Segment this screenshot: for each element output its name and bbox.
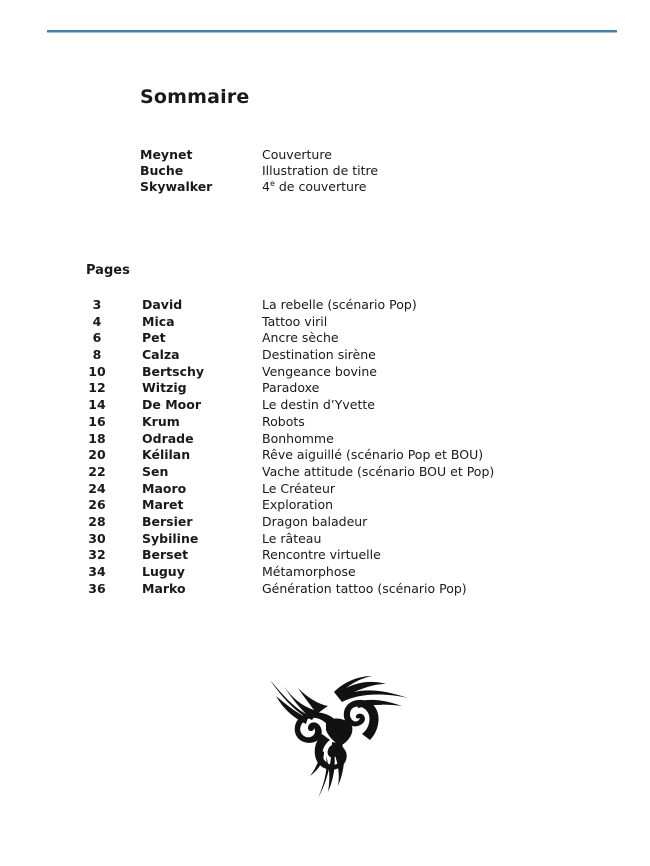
toc-page-number: 10 xyxy=(88,363,106,379)
toc-page-number: 18 xyxy=(88,430,106,446)
toc-author: Calza xyxy=(142,347,180,363)
toc-work-title: Rencontre virtuelle xyxy=(262,547,381,563)
toc-row xyxy=(82,547,494,564)
toc-page-number: 6 xyxy=(92,330,102,346)
toc-row xyxy=(82,447,494,464)
toc-row xyxy=(82,481,494,498)
toc-row xyxy=(82,497,494,514)
credit-name: Meynet xyxy=(140,147,193,162)
toc-page-number: 20 xyxy=(88,447,106,463)
toc-author: Kélilan xyxy=(142,447,191,463)
toc-row xyxy=(82,314,494,331)
toc-author: Odrade xyxy=(142,430,194,446)
toc-author: Berset xyxy=(142,547,189,563)
toc-author: Sybiline xyxy=(142,530,199,546)
credit-role-ordinal: 4 xyxy=(262,179,270,194)
credit-name: Skywalker xyxy=(140,179,213,194)
toc-page-number: 22 xyxy=(88,463,106,479)
toc-page-number: 36 xyxy=(88,580,106,596)
toc-row xyxy=(82,581,494,598)
toc-page-number: 8 xyxy=(92,347,102,363)
toc-page-number: 28 xyxy=(88,513,106,529)
credits-list xyxy=(140,147,378,195)
toc-author: Marko xyxy=(142,580,186,596)
toc-author: Bersier xyxy=(142,513,193,529)
toc-author: Witzig xyxy=(142,380,187,396)
toc-work-title: La rebelle (scénario Pop) xyxy=(262,297,417,312)
toc-work-title: Vengeance bovine xyxy=(262,363,378,379)
toc-row xyxy=(82,431,494,448)
toc-page-number: 30 xyxy=(88,530,106,546)
credit-role-superscript: e xyxy=(269,179,275,188)
toc-row xyxy=(82,464,494,481)
toc-author: Bertschy xyxy=(142,363,205,379)
toc-author: David xyxy=(142,297,183,312)
toc-page-number: 16 xyxy=(88,413,106,429)
header-rule xyxy=(47,30,617,33)
toc-work-title: Ancre sèche xyxy=(262,330,339,346)
toc-author: Sen xyxy=(142,463,169,479)
toc-author: Maret xyxy=(142,497,184,513)
toc-row xyxy=(82,531,494,548)
toc-work-title: Exploration xyxy=(262,497,334,513)
toc-author: Krum xyxy=(142,413,180,429)
toc-author: Mica xyxy=(142,313,175,329)
credit-role xyxy=(262,179,367,195)
toc-row xyxy=(82,297,494,314)
toc-work-title: Dragon baladeur xyxy=(262,513,368,529)
toc-row xyxy=(82,347,494,364)
toc-page-number: 24 xyxy=(88,480,106,496)
toc-page-number: 14 xyxy=(88,397,106,413)
toc-work-title: Le destin d’Yvette xyxy=(262,397,375,413)
toc-author: De Moor xyxy=(142,397,201,413)
toc-author: Maoro xyxy=(142,480,187,496)
toc-row xyxy=(82,364,494,381)
toc-row xyxy=(82,564,494,581)
credit-name: Buche xyxy=(140,163,184,178)
toc-work-title: Robots xyxy=(262,413,305,429)
toc-row xyxy=(82,514,494,531)
toc-row xyxy=(82,330,494,347)
triskele-shape xyxy=(270,676,408,798)
toc-work-title: Tattoo viril xyxy=(262,313,328,329)
toc-row xyxy=(82,380,494,397)
toc-page-number: 32 xyxy=(88,547,106,563)
credit-row xyxy=(140,179,378,195)
toc-page-number: 12 xyxy=(88,380,106,396)
tribal-triskele-icon xyxy=(262,676,412,800)
toc-work-title: Paradoxe xyxy=(262,380,320,396)
toc-work-title: Vache attitude (scénario BOU et Pop) xyxy=(262,463,495,479)
credit-role: Couverture xyxy=(262,147,332,162)
toc-work-title: Métamorphose xyxy=(262,564,356,579)
credit-role-text: de couverture xyxy=(274,179,367,194)
table-of-contents xyxy=(82,297,494,597)
toc-work-title: Bonhomme xyxy=(262,430,334,446)
pages-heading: Pages xyxy=(86,263,130,278)
toc-work-title: Le Créateur xyxy=(262,480,336,496)
toc-work-title: Rêve aiguillé (scénario Pop et BOU) xyxy=(262,447,484,463)
toc-row xyxy=(82,414,494,431)
toc-page-number: 34 xyxy=(88,564,106,579)
toc-row xyxy=(82,397,494,414)
toc-page-number: 26 xyxy=(88,497,106,513)
toc-author: Luguy xyxy=(142,564,185,579)
credit-row xyxy=(140,147,378,163)
toc-page-number: 3 xyxy=(92,297,102,312)
toc-author: Pet xyxy=(142,330,166,346)
toc-work-title: Génération tattoo (scénario Pop) xyxy=(262,580,467,596)
toc-work-title: Destination sirène xyxy=(262,347,376,363)
page-title: Sommaire xyxy=(140,86,250,108)
toc-work-title: Le râteau xyxy=(262,530,322,546)
credit-row xyxy=(140,163,378,179)
credit-role: Illustration de titre xyxy=(262,163,379,178)
toc-page-number: 4 xyxy=(92,313,102,329)
